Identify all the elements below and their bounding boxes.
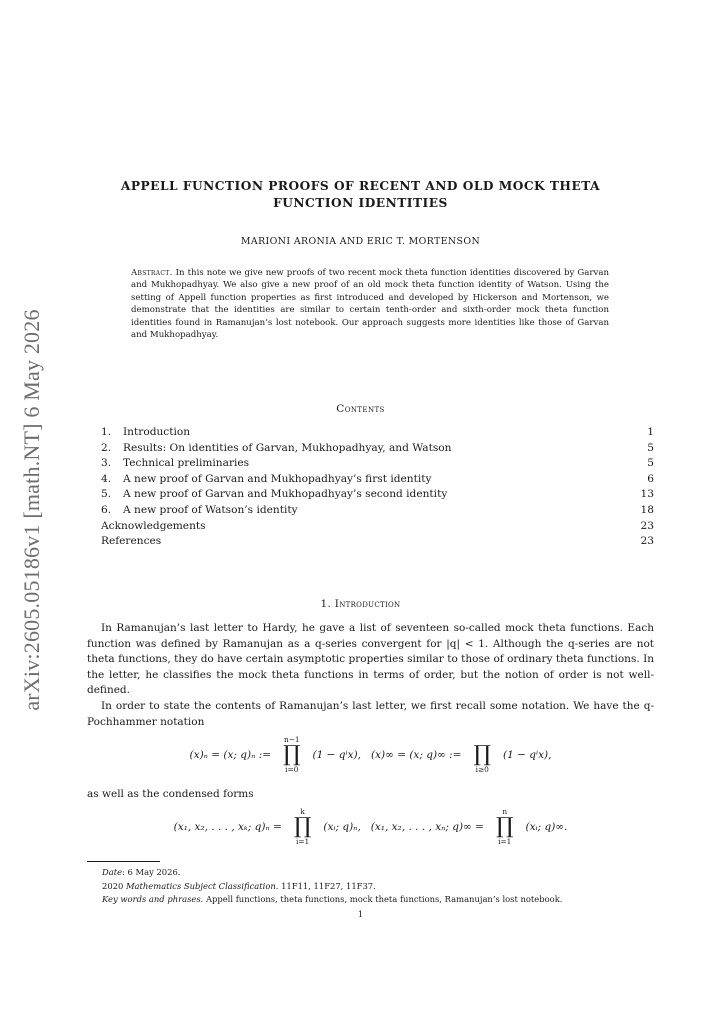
toc-entry-label: A new proof of Watson’s identity bbox=[123, 503, 298, 516]
footnote-msc bbox=[102, 880, 662, 894]
toc-entry-number: 3. bbox=[101, 457, 112, 470]
product-upper-limit: n−1 bbox=[283, 735, 300, 744]
toc-entry-label: References bbox=[101, 535, 162, 548]
product-upper-limit: k bbox=[300, 807, 305, 816]
toc-entry-label: Results: On identities of Garvan, Mukhopadhyay, and Watson bbox=[123, 441, 452, 454]
paper-title-line-2: FUNCTION IDENTITIES bbox=[273, 196, 448, 210]
eq2-left: (x₁, x₂, . . . , xₖ; q)ₙ = bbox=[173, 821, 282, 833]
abstract bbox=[131, 267, 609, 341]
toc-entry-number: 5. bbox=[101, 488, 112, 501]
toc-entry-label: A new proof of Garvan and Mukhopadhyay’s first identity bbox=[123, 472, 432, 485]
footnote-msc-value: 11F11, 11F27, 11F37. bbox=[278, 880, 376, 891]
toc-entry-page: 23 bbox=[640, 519, 654, 532]
equation-condensed-forms bbox=[87, 808, 654, 846]
toc-entry-number: 4. bbox=[101, 472, 112, 485]
eq1-term-2: (1 − qⁱx), bbox=[502, 749, 552, 761]
product-operator bbox=[283, 736, 301, 774]
paper-title bbox=[0, 178, 721, 212]
abstract-text: In this note we give new proofs of two recent mock theta function identities discovered by Garvan and Mukhopadhyay. We also give a new proof of an old mock theta function identity of Watson. Using the setting of Appell function properties as first introduced and developed by Hickerson and Mortenson, we demonstrate that the identities are similar to certain tenth-order and sixth-order mock theta function identities found in Ramanujan’s lost notebook. Our approach suggests more identities like those of Garvan and Mukhopadhyay. bbox=[131, 268, 609, 341]
eq2-term: (xᵢ; q)ₙ, bbox=[323, 821, 361, 833]
toc-entry-label: Technical preliminaries bbox=[123, 457, 250, 470]
introduction-body bbox=[87, 621, 654, 730]
product-symbol: ∏ bbox=[473, 742, 491, 767]
arxiv-identifier-text: arXiv:2605.05186v1 [math.NT] 6 May 2026 bbox=[19, 309, 44, 711]
footnote-msc-label: Mathematics Subject Classification. bbox=[125, 880, 279, 891]
product-symbol: ∏ bbox=[283, 742, 301, 767]
toc-entry[interactable] bbox=[101, 456, 654, 472]
toc-entry-page: 18 bbox=[640, 503, 654, 516]
toc-entry-title bbox=[101, 487, 447, 503]
product-operator bbox=[473, 736, 491, 774]
toc-entry-label: Introduction bbox=[123, 426, 191, 438]
product-operator bbox=[294, 808, 312, 846]
section-1-number: 1. bbox=[320, 598, 332, 610]
product-lower-limit: i=0 bbox=[285, 765, 299, 774]
product-upper-limit: n bbox=[502, 807, 508, 816]
toc-entry-title bbox=[101, 472, 432, 488]
toc-entry-page: 1 bbox=[647, 426, 654, 438]
footnotes bbox=[102, 866, 662, 907]
product-symbol: ∏ bbox=[495, 814, 514, 839]
footnote-msc-prefix: 2020 bbox=[102, 880, 126, 891]
introduction-paragraph-2: In order to state the contents of Ramanujan’s last letter, we first recall some notation. We have the q-Pochhammer notation bbox=[87, 699, 654, 728]
toc-entry-title bbox=[101, 441, 451, 457]
toc-entry-number: 2. bbox=[101, 441, 112, 454]
toc-entry-page: 23 bbox=[640, 535, 654, 548]
eq1-left: (x)ₙ = (x; q)ₙ := bbox=[189, 749, 272, 761]
toc-entry-label: Acknowledgements bbox=[101, 519, 206, 532]
paper-authors: MARIONI ARONIA AND ERIC T. MORTENSON bbox=[240, 236, 481, 247]
eq1-mid: (x)∞ = (x; q)∞ := bbox=[371, 749, 462, 761]
product-symbol: ∏ bbox=[293, 814, 312, 839]
toc-entry-page: 13 bbox=[640, 488, 654, 501]
toc-entry-label: A new proof of Garvan and Mukhopadhyay’s second identity bbox=[123, 488, 448, 501]
section-1-title: Introduction bbox=[334, 598, 401, 610]
eq1-term: (1 − qⁱx), bbox=[312, 749, 361, 761]
product-lower-limit: i=1 bbox=[498, 837, 512, 846]
footnote-divider bbox=[87, 861, 160, 862]
eq2-mid: (x₁, x₂, . . . , xₙ; q)∞ = bbox=[370, 821, 484, 833]
toc-entry-page: 6 bbox=[647, 472, 654, 485]
toc-entry[interactable] bbox=[101, 534, 654, 550]
contents-heading: Contents bbox=[336, 403, 385, 415]
toc-entry[interactable] bbox=[101, 472, 654, 488]
toc-entry-page: 5 bbox=[647, 441, 654, 454]
toc-entry-title bbox=[101, 534, 161, 550]
abstract-label: Abstract. bbox=[131, 268, 173, 278]
toc-entry-page: 5 bbox=[647, 457, 654, 470]
section-1-heading bbox=[0, 598, 721, 610]
toc-entry[interactable] bbox=[101, 519, 654, 535]
footnote-date-value: : 6 May 2026. bbox=[122, 867, 181, 877]
toc-entry-title bbox=[101, 456, 249, 472]
toc-entry[interactable] bbox=[101, 503, 654, 519]
page-number: 1 bbox=[357, 909, 364, 919]
product-lower-limit: i≥0 bbox=[475, 765, 489, 774]
footnote-date bbox=[102, 866, 662, 880]
condensed-forms-text: as well as the condensed forms bbox=[87, 788, 254, 800]
footnote-keywords-value: Appell functions, theta functions, mock theta functions, Ramanujan’s lost notebook. bbox=[203, 894, 563, 904]
introduction-paragraph-1: In Ramanujan’s last letter to Hardy, he gave a list of seventeen so-called mock theta functions. Each function was defined by Ramanujan as a q-series convergent for |q| < 1. Although the q-series are not theta functions, they do have certain asymptotic properties similar to those of ordinary theta functions. In the letter, he classifies the mock theta functions in terms of order, but the notion of order is not well-defined. bbox=[87, 622, 654, 697]
toc-entry-title bbox=[101, 425, 190, 441]
toc-entry-number: 1. bbox=[101, 426, 112, 438]
toc-entry[interactable] bbox=[101, 487, 654, 503]
footnote-keywords-label: Key words and phrases. bbox=[102, 894, 204, 904]
toc-entry-title bbox=[101, 519, 206, 535]
footnote-keywords bbox=[102, 893, 662, 907]
eq2-term-2: (xᵢ; q)∞. bbox=[525, 821, 568, 833]
toc-entry-number: 6. bbox=[101, 503, 112, 516]
footnote-date-label: Date bbox=[102, 867, 123, 877]
table-of-contents bbox=[101, 425, 654, 550]
equation-q-pochhammer bbox=[87, 736, 654, 774]
toc-entry[interactable] bbox=[101, 441, 654, 457]
product-lower-limit: i=1 bbox=[295, 837, 310, 846]
toc-entry-title bbox=[101, 503, 298, 519]
toc-entry[interactable] bbox=[101, 425, 654, 441]
paper-title-line-1: APPELL FUNCTION PROOFS OF RECENT AND OLD MOCK THETA bbox=[120, 179, 601, 193]
product-operator bbox=[496, 808, 514, 846]
